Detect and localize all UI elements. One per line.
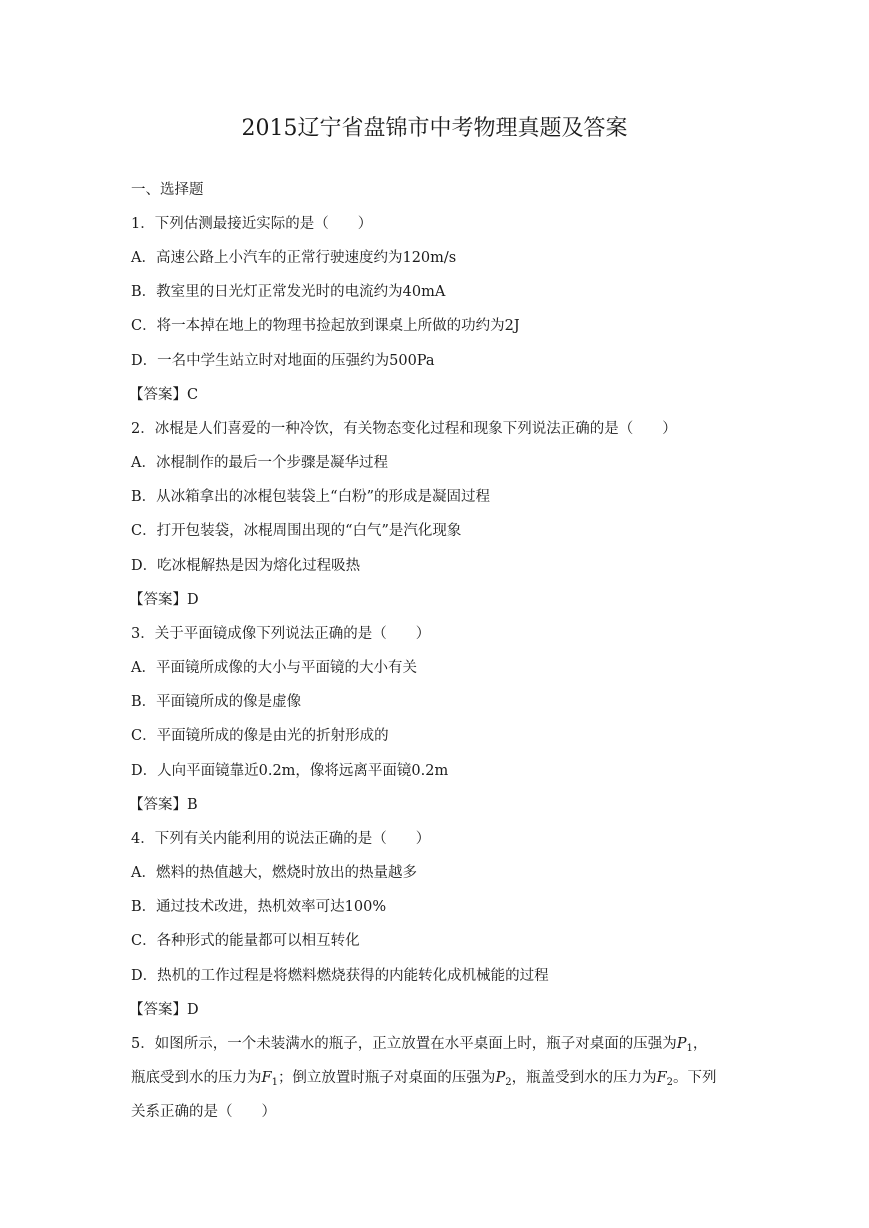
q5-text-2c: ，瓶盖受到水的压力为 (511, 1070, 657, 1086)
question-5-stem-line-1 (131, 1034, 751, 1059)
q5-symbol-p2: P (495, 1070, 506, 1086)
q5-subscript-p2: 2 (505, 1077, 512, 1088)
question-2-option-d: D．吃冰棍解热是因为熔化过程吸热 (131, 558, 361, 574)
section-heading: 一、选择题 (131, 182, 204, 198)
question-4-option-a: A．燃料的热值越大，燃烧时放出的热量越多 (131, 865, 417, 881)
question-3-option-a: A．平面镜所成像的大小与平面镜的大小有关 (131, 660, 417, 676)
question-1-option-c: C．将一本掉在地上的物理书捡起放到课桌上所做的功约为2J (131, 318, 520, 334)
q5-symbol-p1: P (676, 1036, 687, 1052)
page-title: 2015辽宁省盘锦市中考物理真题及答案 (241, 116, 628, 141)
question-2-stem: 2．冰棍是人们喜爱的一种冷饮，有关物态变化过程和现象下列说法正确的是（ ） (131, 421, 677, 437)
question-1-stem: 1．下列估测最接近实际的是（ ） (131, 216, 373, 232)
question-1-option-d: D．一名中学生站立时对地面的压强约为500Pa (131, 353, 435, 369)
question-3-option-b: B．平面镜所成的像是虚像 (131, 694, 302, 710)
q5-symbol-f2: F (656, 1070, 667, 1086)
question-4-option-c: C．各种形式的能量都可以相互转化 (131, 933, 360, 949)
q5-text-2a: 瓶底受到水的压力为 (131, 1070, 262, 1086)
q5-subscript-f1: 1 (271, 1077, 278, 1088)
q5-text-2b: ；倒立放置时瓶子对桌面的压强为 (277, 1070, 496, 1086)
question-4-answer: 【答案】D (129, 1002, 199, 1018)
question-4-stem: 4．下列有关内能利用的说法正确的是（ ） (131, 831, 431, 847)
question-1-option-a: A．高速公路上小汽车的正常行驶速度约为120m/s (131, 250, 457, 266)
question-4-option-b: B．通过技术改进，热机效率可达100% (131, 899, 387, 915)
question-4-option-d: D．热机的工作过程是将燃料燃烧获得的内能转化成机械能的过程 (131, 968, 549, 984)
question-2-option-b: B．从冰箱拿出的冰棍包装袋上“白粉”的形成是凝固过程 (131, 489, 490, 505)
question-1-option-b: B．教室里的日光灯正常发光时的电流约为40mA (131, 284, 446, 300)
q5-text-2d: 。下列 (673, 1070, 717, 1086)
question-1-answer: 【答案】C (129, 387, 199, 403)
q5-text-1a: 5．如图所示，一个未装满水的瓶子，正立放置在水平桌面上时，瓶子对桌面的压强为 (131, 1036, 677, 1052)
question-3-option-d: D．人向平面镜靠近0.2m，像将远离平面镜0.2m (131, 763, 449, 779)
q5-symbol-f1: F (261, 1070, 272, 1086)
question-2-option-c: C．打开包装袋，冰棍周围出现的“白气”是汽化现象 (131, 523, 462, 539)
question-2-option-a: A．冰棍制作的最后一个步骤是凝华过程 (131, 455, 388, 471)
question-3-stem: 3．关于平面镜成像下列说法正确的是（ ） (131, 626, 431, 642)
q5-subscript-f2: 2 (666, 1077, 674, 1088)
q5-subscript-1: 1 (686, 1043, 693, 1054)
question-5-stem-line-3: 关系正确的是（ ） (131, 1104, 276, 1120)
question-3-answer: 【答案】B (129, 797, 198, 813)
question-3-option-c: C．平面镜所成的像是由光的折射形成的 (131, 728, 389, 744)
q5-text-1b: ， (692, 1036, 708, 1052)
question-5-stem-line-2 (131, 1068, 751, 1093)
question-2-answer: 【答案】D (129, 592, 199, 608)
